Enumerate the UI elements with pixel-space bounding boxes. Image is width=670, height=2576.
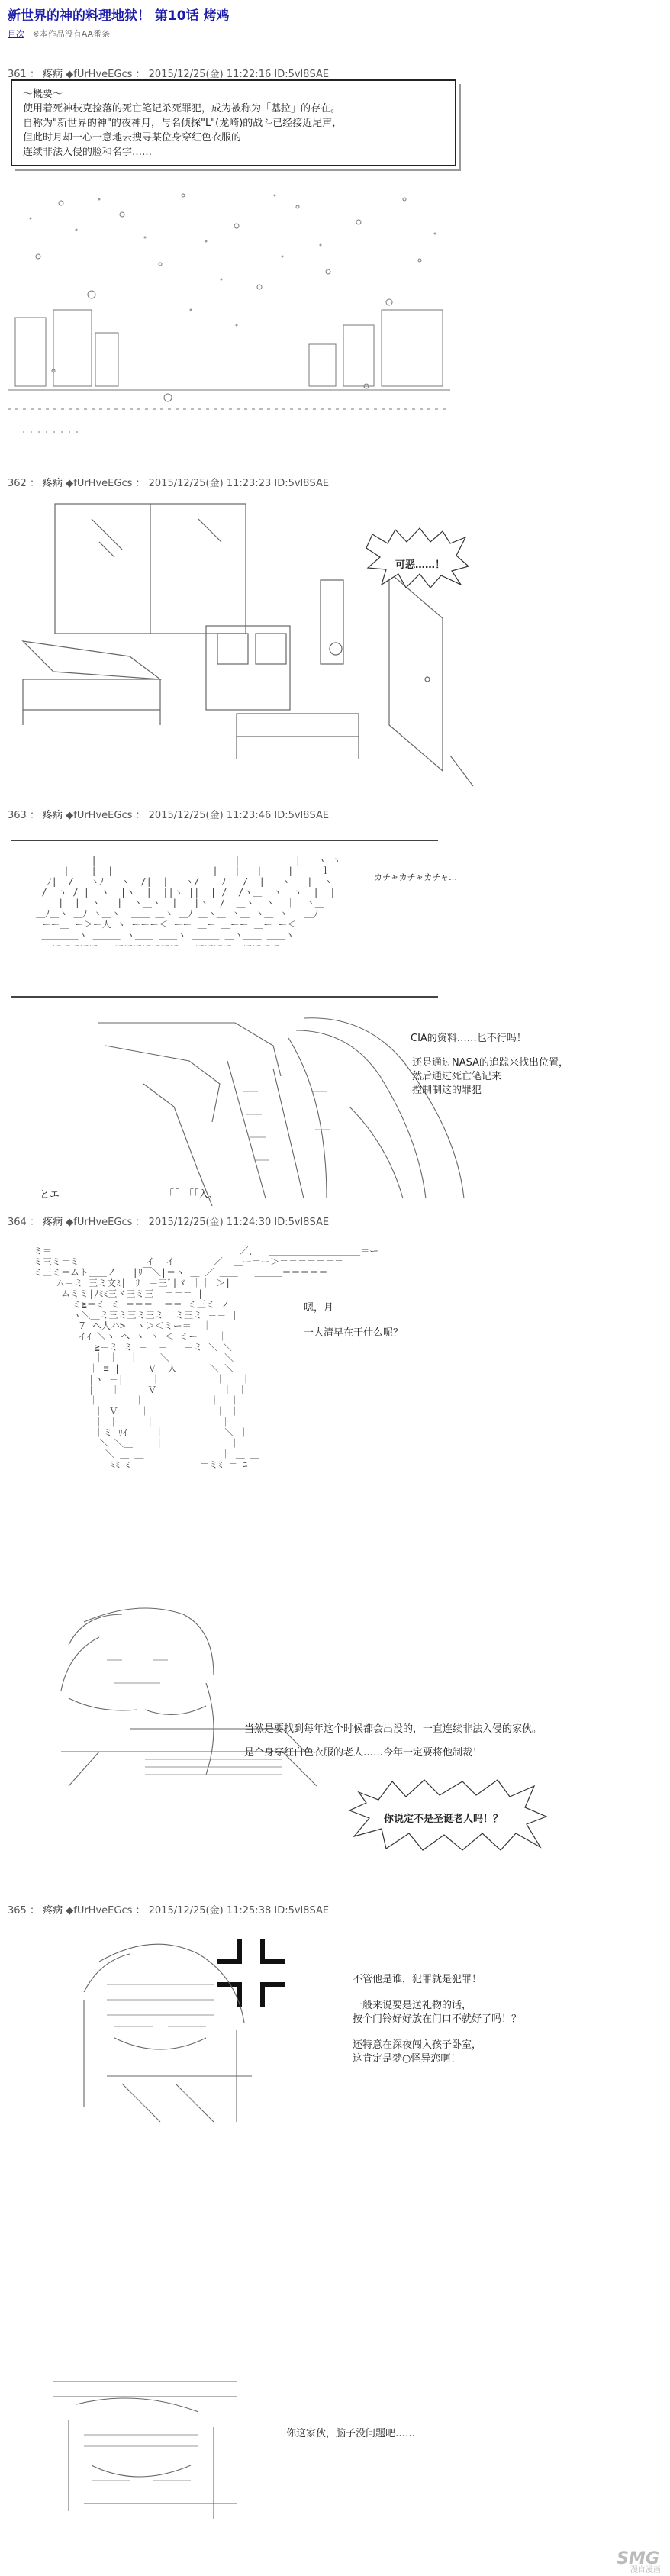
bubble-text: 可恶……！ (395, 559, 446, 571)
poster-id: ID:5vl8SAE (274, 1217, 330, 1228)
post-time: 11:23:46 (226, 810, 272, 821)
post-number: 361 (8, 69, 27, 80)
post-time: 11:24:30 (226, 1217, 272, 1228)
post-date: 2015/12/25(金) (148, 1217, 224, 1228)
dialog-line: 一大清早在干什么呢？ (304, 1327, 404, 1339)
watermark-logo: SMG (617, 2549, 659, 2568)
nav-row (8, 27, 110, 40)
light-at-desk-ascii-art (53, 1599, 328, 1790)
panel-rule-bottom (11, 996, 438, 998)
summary-heading: ～概要～ (23, 89, 63, 100)
post-time: 11:22:16 (226, 69, 272, 80)
dialog-line: 嗯，月 (304, 1302, 334, 1314)
panel-rule-top (11, 840, 438, 841)
dialog-line: 这肯定是梦○怪异恋啊！ (353, 2053, 461, 2065)
poster-id: ID:5vl8SAE (274, 478, 330, 489)
post-header-364: 364 ： 疼病 ◆fUrHveEGcs ： 2015/12/25(金) 11:24:30 ID:5vl8SAE (8, 1217, 330, 1228)
character-standing-ascii-art: ミ＝ ／、 ＿＿＿＿＿＿＿＿＿＿＝ー ミ三ミ＝ミ イ イ ／ ＿ー＝ー＞＝＝＝＝＝＝＝ ミ三ミ＝ムト＿＿ノ |ﾘ￣＼|＝ヽ ＿ ／ ＿＿ ＿＿＿＝＝＝＝＝ ム＝ミ 三ミ文ﾐ|￣ﾘ￣＝三ﾞ|ヾ ｜｜ ＞| ムミミ|ﾉﾐﾐ三ヾ三ミ三 ＝＝＝ | ミ≧＝ミ ミ ＝＝＝ ＝＝ ミ三ミ ノ ヽ＼＿ミ三ミ三ミ三ミ ミ三ミ ＝＝ | ７ ヘ人ハ> ヽ＞＜ミー＝ ｜ イｲ ＼ヽ ヘ ヽ ヽ ＜ ミー ｜ ｜ ≧＝ミ ミ ＝ ＝ ＝ミ ＼ ＼ ｜ ｜ ｜ ＼ ＿ ＿ ＿ ＼ ｜ ≡ | Ｖ 人 ＼ ＼ |ヽ ＝| ｜ ｜ ｜ | ｜ Ｖ ｜ ｜ ｜ ｜ ｜ ｜ ｜ ｜ Ｖ ｜ ｜ ｜ ｜ ｜ ｜ ｜ ｜ミ ﾘｲ ｜ ＼ ｜ ＼ ＼＿ ｜ ｜ ＼ ＿ ＿ ｜ ＿ ＿ ﾐﾐ ﾐ＿ ＝ミﾐ ＝ ﾆ (34, 1246, 379, 1470)
poster-trip: ◆fUrHveEGcs (66, 1905, 133, 1917)
poster-name: 疼病 (43, 810, 63, 821)
poster-id: ID:5vl8SAE (274, 1905, 330, 1917)
dialog-line: 还是通过NASA的追踪来找出位置， (412, 1057, 569, 1069)
dialog-line: 是个身穿红白色衣服的老人……今年一定要将他制裁！ (244, 1747, 483, 1759)
poster-name: 疼病 (43, 1905, 63, 1917)
nav-note: ※本作品没有AA番条 (32, 29, 111, 39)
poster-trip: ◆fUrHveEGcs (66, 1217, 133, 1228)
post-number: 362 (8, 478, 27, 489)
dialog-line: 还特意在深夜闯入孩子卧室， (353, 2039, 482, 2051)
post-header-363: 363 ： 疼病 ◆fUrHveEGcs ： 2015/12/25(金) 11:23:46 ID:5vl8SAE (8, 810, 330, 821)
poster-name: 疼病 (43, 69, 63, 80)
summary-line: 连续非法入侵的脸和名字…… (23, 147, 153, 158)
watermark-site: 漫自漫画 (630, 2566, 661, 2574)
poster-trip: ◆fUrHveEGcs (66, 69, 133, 80)
post-time: 11:23:23 (226, 478, 272, 489)
page-title[interactable]: 新世界的神的料理地狱！ 第10话 烤鸡 (8, 8, 230, 24)
dialog-line: 按个门铃好好放在门口不就好了吗！？ (353, 2013, 522, 2025)
seated-character-ascii-art (46, 2374, 259, 2526)
bubble-text: 你说定不是圣诞老人吗！？ (384, 1814, 504, 1825)
poster-trip: ◆fUrHveEGcs (66, 478, 133, 489)
dialog-line: CIA的资料……也不行吗！ (411, 1033, 527, 1044)
poster-name: 疼病 (43, 478, 63, 489)
snowy-town-ascii-art (8, 180, 450, 440)
post-header-365: 365 ： 疼病 ◆fUrHveEGcs ： 2015/12/25(金) 11:25:38 ID:5vl8SAE (8, 1905, 330, 1917)
dialog-line: 一般来说要是送礼物的话， (353, 2000, 472, 2011)
summary-line: 但此时月却一心一意地去搜寻某位身穿红色衣服的 (23, 132, 242, 143)
post-header-362: 362 ： 疼病 ◆fUrHveEGcs ： 2015/12/25(金) 11:23:23 ID:5vl8SAE (8, 478, 330, 489)
post-date: 2015/12/25(金) (148, 69, 224, 80)
typing-hands-ascii-art: | | | ヽ ヽ | | | | | | ＿| ｌ ﾉ| / ヽﾉ ヽ /| | ヽ/ ﾉ / | ヽ | ヽ / ヽ / | ヽ |ヽ | ||ヽ || | / /ヽ＿ ヽ ヽ | | | | ヽ | ヽ＿ヽ | |ヽ / ＿ヽ ヽ ｜ ヽ＿| ＿ﾉ＿ヽ ＿ﾉ ヽ＿ヽ ＿＿ ＿ヽ ＿ﾉ ＿ヽ＿ ヽ＿ ヽ＿ ヽ ＿ﾉ ーー＿ ー＞ー人 ヽ ーーー＜ ーー ＿ー ＿ーー ＿ー ー＜ ＿＿＿＿ヽ ＿＿＿ ヽ＿＿ ＿＿ヽ ＿＿＿ ＿ヽ＿＿ ＿＿ヽ ーーーーー ーーーーーーー ーーーー ーーーー (36, 855, 341, 951)
sound-effect: 「「 「「入、 (164, 1189, 219, 1201)
dialog-line: 控制制这的罪犯 (412, 1085, 482, 1096)
summary-line: 自称为"新世界的神"的夜神月，与名侦探"L"(龙崎)的战斗已经接近尾声， (23, 118, 343, 129)
sound-effect: カチャカチャカチャ… (374, 872, 458, 882)
post-date: 2015/12/25(金) (148, 478, 224, 489)
post-date: 2015/12/25(金) (148, 810, 224, 821)
post-number: 364 (8, 1217, 27, 1228)
post-number: 363 (8, 810, 27, 821)
sound-effect: とエ (40, 1189, 60, 1201)
summary-box (11, 79, 456, 166)
table-of-contents-link[interactable]: 目次 (8, 29, 24, 39)
post-number: 365 (8, 1905, 27, 1917)
poster-name: 疼病 (43, 1217, 63, 1228)
poster-trip: ◆fUrHveEGcs (66, 810, 133, 821)
post-header-361: 361 ： 疼病 ◆fUrHveEGcs ： 2015/12/25(金) 11:22:16 ID:5vl8SAE (8, 69, 330, 80)
poster-id: ID:5vl8SAE (274, 69, 330, 80)
dialog-line: 当然是要找到每年这个时候都会出没的，一直连续非法入侵的家伙。 (244, 1723, 543, 1735)
angry-character-ascii-art (61, 1931, 305, 2129)
dialog-line: 你这家伙，脑子没问题吧…… (286, 2428, 416, 2439)
post-time: 11:25:38 (226, 1905, 272, 1917)
summary-line: 使用着死神枝克捡落的死亡笔记杀死罪犯，成为被称为「基拉」的存在。 (23, 103, 341, 114)
poster-id: ID:5vl8SAE (274, 810, 330, 821)
dialog-line: 不管他是谁，犯罪就是犯罪！ (353, 1974, 482, 1985)
post-date: 2015/12/25(金) (148, 1905, 224, 1917)
dialog-line: 然后通过死亡笔记来 (412, 1071, 502, 1082)
